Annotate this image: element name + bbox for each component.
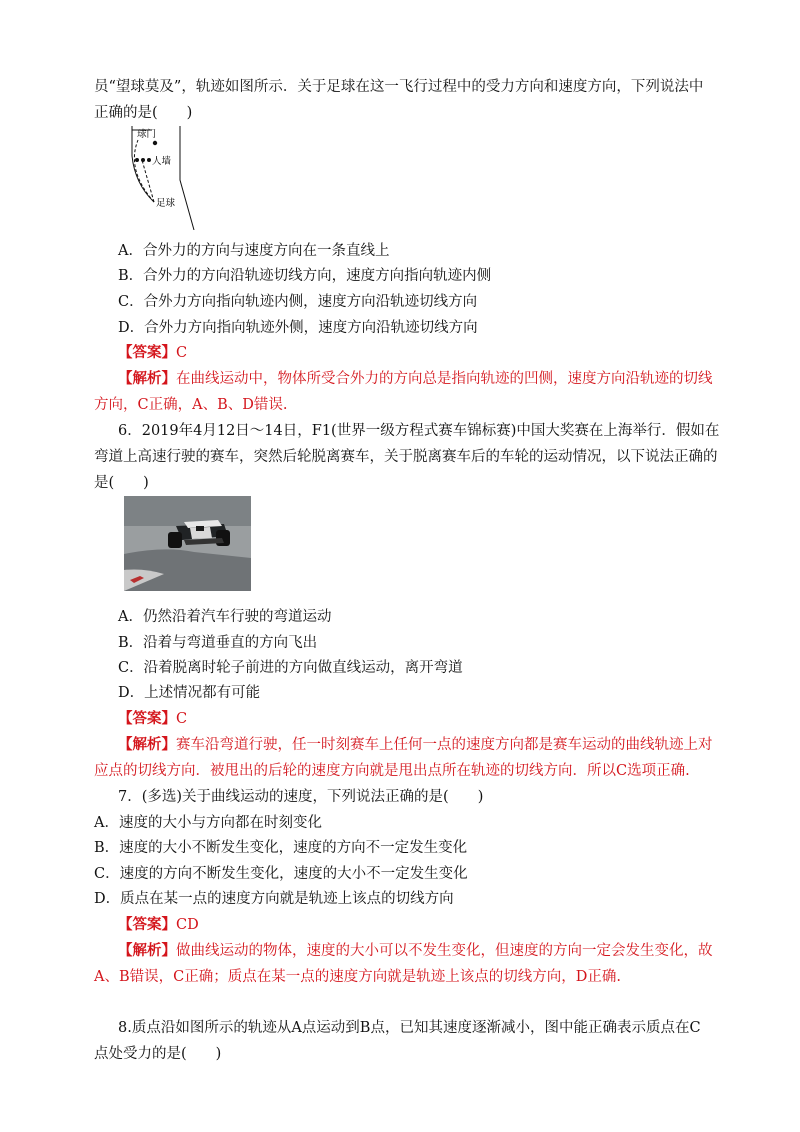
q7-option-d: D．质点在某一点的速度方向就是轨迹上该点的切线方向 (94, 891, 454, 907)
q6-option-c: C．沿着脱离时轮子前进的方向做直线运动，离开弯道 (118, 660, 463, 676)
q7-analysis-line1 (118, 938, 738, 964)
wall-label: 人墙 (152, 156, 172, 167)
q6-option-a: A．仍然沿着汽车行驶的弯道运动 (118, 609, 332, 625)
analysis-text: 赛车沿弯道行驶，任一时刻赛车上任何一点的速度方向都是赛车运动的曲线轨迹上对 (176, 737, 713, 753)
answer-value: CD (176, 917, 199, 933)
q7-option-a: A．速度的大小与方向都在时刻变化 (94, 815, 322, 831)
q5-figure (118, 126, 200, 234)
answer-tag: 【答案】 (118, 710, 176, 727)
q8-stem-line1: 8.质点沿如图所示的轨迹从A点运动到B点，已知其速度逐渐减小，图中能正确表示质点在C (118, 1020, 701, 1036)
q5-stem-line2: 正确的是( ) (94, 105, 193, 121)
q6-stem-line3: 是( ) (94, 475, 149, 491)
q7-analysis-line2: A、B错误，C正确；质点在某一点的速度方向就是轨迹上该点的切线方向，D正确. (94, 969, 621, 985)
q7-option-b: B．速度的大小不断发生变化，速度的方向不一定发生变化 (94, 840, 468, 856)
q7-option-c: C．速度的方向不断发生变化，速度的大小不一定发生变化 (94, 866, 468, 882)
q5-option-b: B．合外力的方向沿轨迹切线方向，速度方向指向轨迹内侧 (118, 268, 492, 284)
answer-tag: 【答案】 (118, 916, 176, 933)
q5-option-a: A．合外力的方向与速度方向在一条直线上 (118, 243, 390, 259)
analysis-tag: 【解析】 (118, 370, 176, 387)
ball-label: 足球 (156, 198, 176, 209)
analysis-text: 在曲线运动中，物体所受合外力的方向总是指向轨迹的凹侧，速度方向沿轨迹的切线 (176, 371, 713, 387)
q6-option-d: D．上述情况都有可能 (118, 685, 261, 701)
q6-stem-line2: 弯道上高速行驶的赛车，突然后轮脱离赛车，关于脱离赛车后的车轮的运动情况，以下说法正确的 (94, 449, 718, 465)
f1-car-photo (124, 496, 251, 591)
q7-stem-line1: 7．(多选)关于曲线运动的速度，下列说法正确的是( ) (118, 789, 484, 805)
goal-label: 球门 (137, 129, 157, 140)
answer-value: C (176, 711, 188, 727)
q5-analysis-line1 (118, 366, 738, 392)
free-kick-diagram (118, 126, 200, 230)
answer-value: C (176, 345, 188, 361)
q6-analysis-line1 (118, 732, 738, 758)
q8-stem-line2: 点处受力的是( ) (94, 1046, 222, 1062)
q5-option-c: C．合外力方向指向轨迹内侧，速度方向沿轨迹切线方向 (118, 294, 478, 310)
q5-option-d: D．合外力方向指向轨迹外侧，速度方向沿轨迹切线方向 (118, 320, 478, 336)
q5-answer (118, 340, 738, 366)
q5-analysis-line2: 方向，C正确，A、B、D错误. (94, 397, 288, 413)
q6-stem-line1: 6．2019年4月12日～14日，F1(世界一级方程式赛车锦标赛)中国大奖赛在上海举行．假如在 (118, 423, 720, 439)
analysis-tag: 【解析】 (118, 942, 176, 959)
q6-answer (118, 706, 738, 732)
q6-option-b: B．沿着与弯道垂直的方向飞出 (118, 635, 318, 651)
q5-stem-line1: 员“望球莫及”，轨迹如图所示．关于足球在这一飞行过程中的受力方向和速度方向，下列说法中 (94, 79, 704, 95)
analysis-tag: 【解析】 (118, 736, 176, 753)
q6-analysis-line2: 应点的切线方向．被甩出的后轮的速度方向就是甩出点所在轨迹的切线方向．所以C选项正确. (94, 763, 690, 779)
analysis-text: 做曲线运动的物体，速度的大小可以不发生变化，但速度的方向一定会发生变化，故 (176, 943, 713, 959)
q7-answer (118, 912, 738, 938)
answer-tag: 【答案】 (118, 344, 176, 361)
